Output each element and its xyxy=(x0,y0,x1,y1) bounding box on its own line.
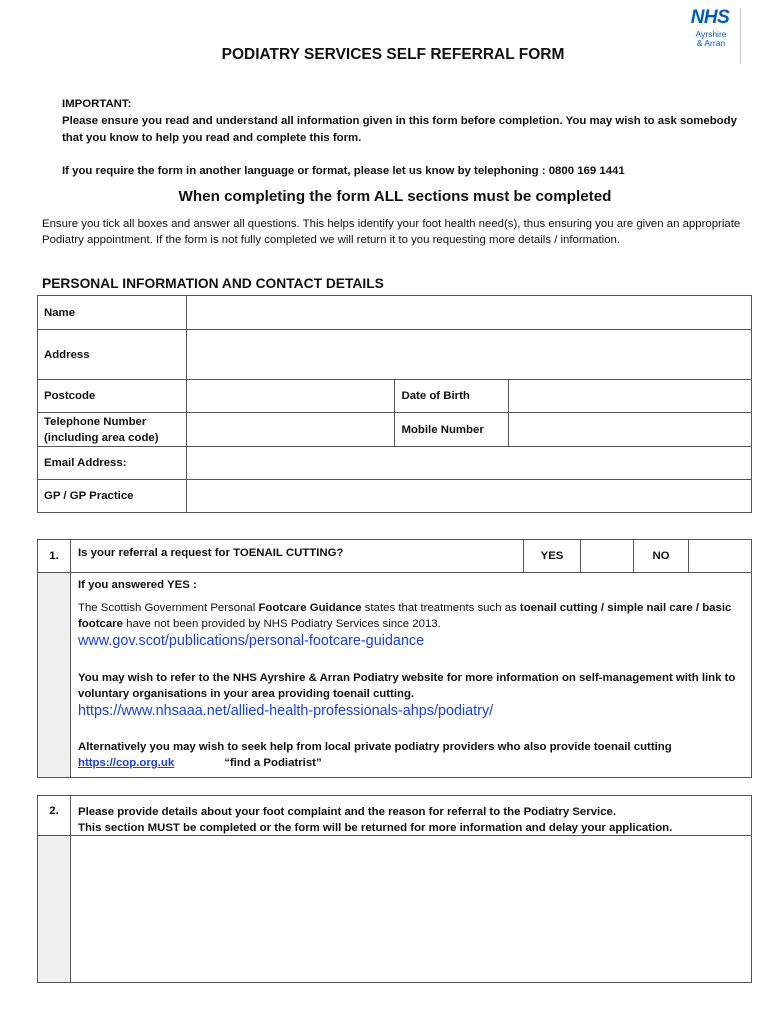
postcode-label: Postcode xyxy=(38,380,187,413)
question-1-number-column xyxy=(38,540,71,777)
name-field[interactable] xyxy=(186,296,751,330)
telephone-label-line1: Telephone Number xyxy=(44,415,147,428)
question-1-number: 1. xyxy=(38,540,71,573)
refer-text: You may wish to refer to the NHS Ayrshire & Arran Podiatry website for more information on self-management with link to voluntary organisations in your area providing toenail cutting. xyxy=(78,672,736,700)
important-label: IMPORTANT: xyxy=(62,98,132,110)
important-notice xyxy=(62,96,752,180)
email-label: Email Address: xyxy=(38,447,187,480)
address-field[interactable] xyxy=(186,330,751,380)
dob-label: Date of Birth xyxy=(395,380,509,413)
personal-info-heading: PERSONAL INFORMATION AND CONTACT DETAILS xyxy=(42,276,384,291)
question-2-section xyxy=(37,795,752,983)
if-yes-heading: If you answered YES : xyxy=(78,579,197,591)
foot-complaint-field[interactable] xyxy=(72,836,751,982)
personal-info-table xyxy=(37,295,752,513)
yes-checkbox[interactable] xyxy=(580,540,633,573)
logo-board-line2: & Arran xyxy=(696,38,726,48)
question-1-divider xyxy=(71,572,751,573)
cop-link-row xyxy=(78,755,743,771)
completion-heading: When completing the form ALL sections must be completed xyxy=(178,188,612,205)
find-podiatrist-text: “find a Podiatrist” xyxy=(224,757,322,769)
intro-text: Ensure you tick all boxes and answer all questions. This helps identify your foot health need(s), thus ensuring you are given an appropriate Podiatry appointment. If the form is not fully completed we will return it to you requesting more details / information. xyxy=(42,218,741,246)
question-2-line2: This section MUST be completed or the form will be returned for more information and delay your application. xyxy=(78,822,673,834)
gp-field[interactable] xyxy=(186,480,751,513)
yes-label: YES xyxy=(523,540,580,573)
cop-link[interactable]: https://cop.org.uk xyxy=(78,757,175,769)
telephone-notice: If you require the form in another language or format, please let us know by telephoning : 0800 169 1441 xyxy=(62,165,625,177)
footcare-guidance-link-row xyxy=(78,632,743,650)
telephone-label xyxy=(38,413,187,447)
guidance-text-4: toenail cutting / simple nail care / basic footcare xyxy=(78,602,732,630)
nhs-wordmark: NHS xyxy=(687,8,733,28)
logo-board-line1: Ayrshire xyxy=(695,29,727,39)
podiatry-website-link[interactable]: https://www.nhsaaa.net/allied-health-professionals-ahps/podiatry/ xyxy=(78,703,494,719)
name-label: Name xyxy=(38,296,187,330)
form-title: PODIATRY SERVICES SELF REFERRAL FORM xyxy=(221,46,565,63)
guidance-text-1: The Scottish Government Personal xyxy=(78,602,259,614)
postcode-field[interactable] xyxy=(186,380,395,413)
email-field[interactable] xyxy=(186,447,751,480)
private-podiatry-text: Alternatively you may wish to seek help from local private podiatry providers who also provide toenail cutting xyxy=(78,741,672,753)
guidance-text-3: states that treatments such as xyxy=(361,602,520,614)
important-text: Please ensure you read and understand all information given in this form before completion. You may wish to ask somebody that you know to help you read and complete this form. xyxy=(62,115,737,144)
telephone-field[interactable] xyxy=(186,413,395,447)
podiatry-website-link-row xyxy=(78,702,743,720)
dob-field[interactable] xyxy=(509,380,752,413)
question-2-line1: Please provide details about your foot complaint and the reason for referral to the Podiatry Service. xyxy=(78,806,617,818)
no-checkbox[interactable] xyxy=(688,540,752,573)
address-label: Address xyxy=(38,330,187,380)
gp-label: GP / GP Practice xyxy=(38,480,187,513)
guidance-text-2: Footcare Guidance xyxy=(258,602,362,614)
telephone-label-line2: (including area code) xyxy=(44,431,159,444)
question-2-text xyxy=(78,804,748,836)
question-2-number: 2. xyxy=(38,796,71,836)
footcare-guidance-link[interactable]: www.gov.scot/publications/personal-footcare-guidance xyxy=(78,633,425,649)
question-1-guidance xyxy=(78,577,743,771)
mobile-field[interactable] xyxy=(509,413,752,447)
guidance-text-5: have not been provided by NHS Podiatry Services since 2013. xyxy=(122,618,441,630)
mobile-label: Mobile Number xyxy=(395,413,509,447)
guidance-paragraph xyxy=(78,600,743,632)
no-label: NO xyxy=(633,540,688,573)
question-1-text: Is your referral a request for TOENAIL CUTTING? xyxy=(78,547,344,559)
question-1-section xyxy=(37,539,752,778)
